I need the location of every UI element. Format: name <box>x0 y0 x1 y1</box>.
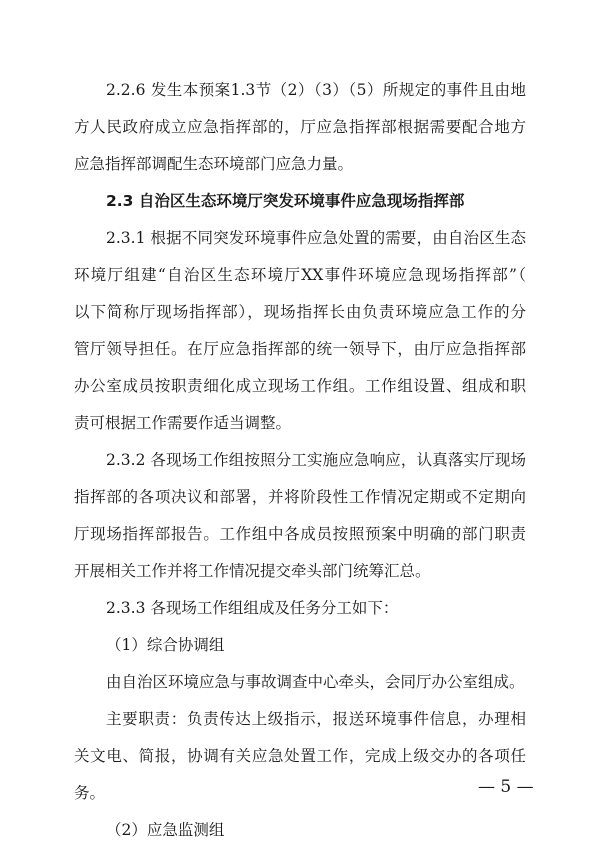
page-number: — 5 — <box>478 777 534 797</box>
paragraph-line: 关文电、简报，协调有关应急处置工作，完成上级交办的各项任 <box>74 747 526 765</box>
heading-line: 2.3 自治区生态环境厅突发环境事件应急现场指挥部 <box>106 192 465 210</box>
paragraph-line: 指挥部的各项决议和部署，并将阶段性工作情况定期或不定期向 <box>74 488 526 506</box>
paragraph-line: 2.3.3 各现场工作组组成及任务分工如下： <box>106 599 399 617</box>
paragraph-line: 厅现场指挥部报告。工作组中各成员按照预案中明确的部门职责 <box>74 525 526 543</box>
paragraph-line: （2）应急监测组 <box>106 821 225 839</box>
section-heading-2-3 <box>74 183 526 220</box>
paragraph-line: 责可根据工作需要作适当调整。 <box>74 414 292 432</box>
paragraph-2-3-3 <box>74 590 526 627</box>
paragraph-line: 以下简称厅现场指挥部），现场指挥长由负责环境应急工作的分 <box>74 303 526 321</box>
paragraph-line: （1）综合协调组 <box>106 636 225 654</box>
paragraph-line: 办公室成员按职责细化成立现场工作组。工作组设置、组成和职 <box>74 377 526 395</box>
paragraph-2-3-1 <box>74 220 526 442</box>
paragraph-line: 2.3.2 各现场工作组按照分工实施应急响应，认真落实厅现场 <box>106 451 526 469</box>
paragraph-2-2-6 <box>74 72 526 183</box>
group-1-title <box>74 627 526 664</box>
group-2-title <box>74 812 526 849</box>
group-1-members <box>74 664 526 701</box>
paragraph-line: 主要职责：负责传达上级指示，报送环境事件信息，办理相 <box>106 710 526 728</box>
paragraph-line: 2.2.6 发生本预案1.3节（2）（3）（5）所规定的事件且由地 <box>106 81 526 99</box>
paragraph-line: 务。 <box>74 784 106 802</box>
paragraph-line: 方人民政府成立应急指挥部的，厅应急指挥部根据需要配合地方 <box>74 118 526 136</box>
paragraph-line: 环境厅组建“自治区生态环境厅XX事件环境应急现场指挥部”（ <box>74 266 526 284</box>
paragraph-line: 开展相关工作并将工作情况提交牵头部门统筹汇总。 <box>74 562 431 580</box>
paragraph-2-3-2 <box>74 442 526 590</box>
paragraph-line: 管厅领导担任。在厅应急指挥部的统一领导下，由厅应急指挥部 <box>74 340 526 358</box>
paragraph-line: 由自治区环境应急与事故调查中心牵头，会同厅办公室组成。 <box>106 673 525 691</box>
paragraph-line: 应急指挥部调配生态环境部门应急力量。 <box>74 155 354 173</box>
paragraph-line: 2.3.1 根据不同突发环境事件应急处置的需要，由自治区生态 <box>106 229 526 247</box>
group-1-duties <box>74 701 526 812</box>
